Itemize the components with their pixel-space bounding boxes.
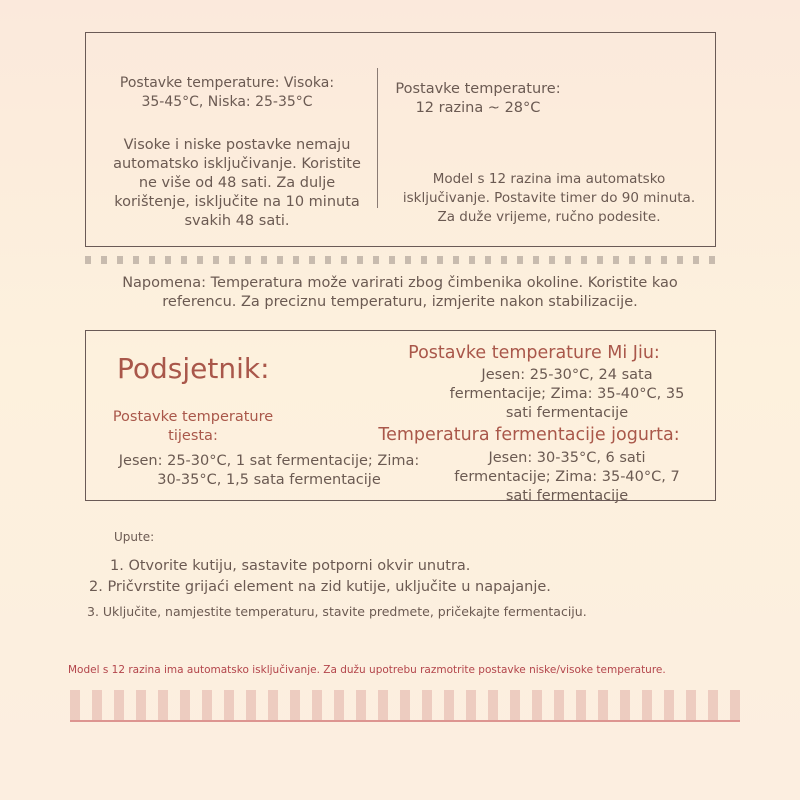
mijiu-label: Postavke temperature Mi Jiu: — [408, 343, 660, 363]
yogurt-text: Jesen: 30-35°C, 6 sati fermentacije; Zima: 35-40°C, 7 sati fermentacije — [454, 450, 680, 504]
instructions-title: Upute: — [114, 530, 155, 544]
faded-footer-strip — [70, 690, 740, 722]
footer-note: Model s 12 razina ima automatsko isključivanje. Za dužu upotrebu razmotrite postavke niske/visoke temperature. — [68, 664, 666, 676]
instruction-step-2: 2. Pričvrstite grijaći element na zid kutije, uključite u napajanje. — [89, 579, 551, 595]
faded-text-strip — [85, 256, 715, 264]
high-low-note: Visoke i niske postavke nemaju automatsko isključivanje. Koristite ne više od 48 sati. Za dulje korištenje, isključite na 10 minuta svakih 48 sati. — [113, 137, 361, 229]
mijiu-text: Jesen: 25-30°C, 24 sata fermentacije; Zima: 35-40°C, 35 sati fermentacije — [449, 367, 685, 421]
high-low-settings: Postavke temperature: Visoka: 35-45°C, Niska: 25-35°C — [119, 75, 335, 110]
instruction-step-1: 1. Otvorite kutiju, sastavite potporni okvir unutra. — [110, 558, 471, 574]
dough-label: Postavke temperature tijesta: — [112, 409, 274, 444]
level-settings: Postavke temperature: 12 razina ~ 28°C — [395, 81, 561, 116]
dough-text: Jesen: 25-30°C, 1 sat fermentacije; Zima: 30-35°C, 1,5 sata fermentacije — [118, 453, 420, 488]
napomena-note: Napomena: Temperatura može varirati zbog čimbenika okoline. Koristite kao referencu. Za preciznu temperaturu, izmjerite nakon stabilizacije. — [122, 275, 678, 310]
yogurt-label: Temperatura fermentacije jogurta: — [378, 425, 680, 445]
level-note: Model s 12 razina ima automatsko isključivanje. Postavite timer do 90 minuta. Za duže vrijeme, ručno podesite. — [402, 171, 696, 225]
reminder-title: Podsjetnik: — [117, 352, 270, 385]
instruction-step-3: 3. Uključite, namjestite temperaturu, stavite predmete, pričekajte fermentaciju. — [87, 604, 587, 619]
column-divider — [377, 68, 378, 208]
